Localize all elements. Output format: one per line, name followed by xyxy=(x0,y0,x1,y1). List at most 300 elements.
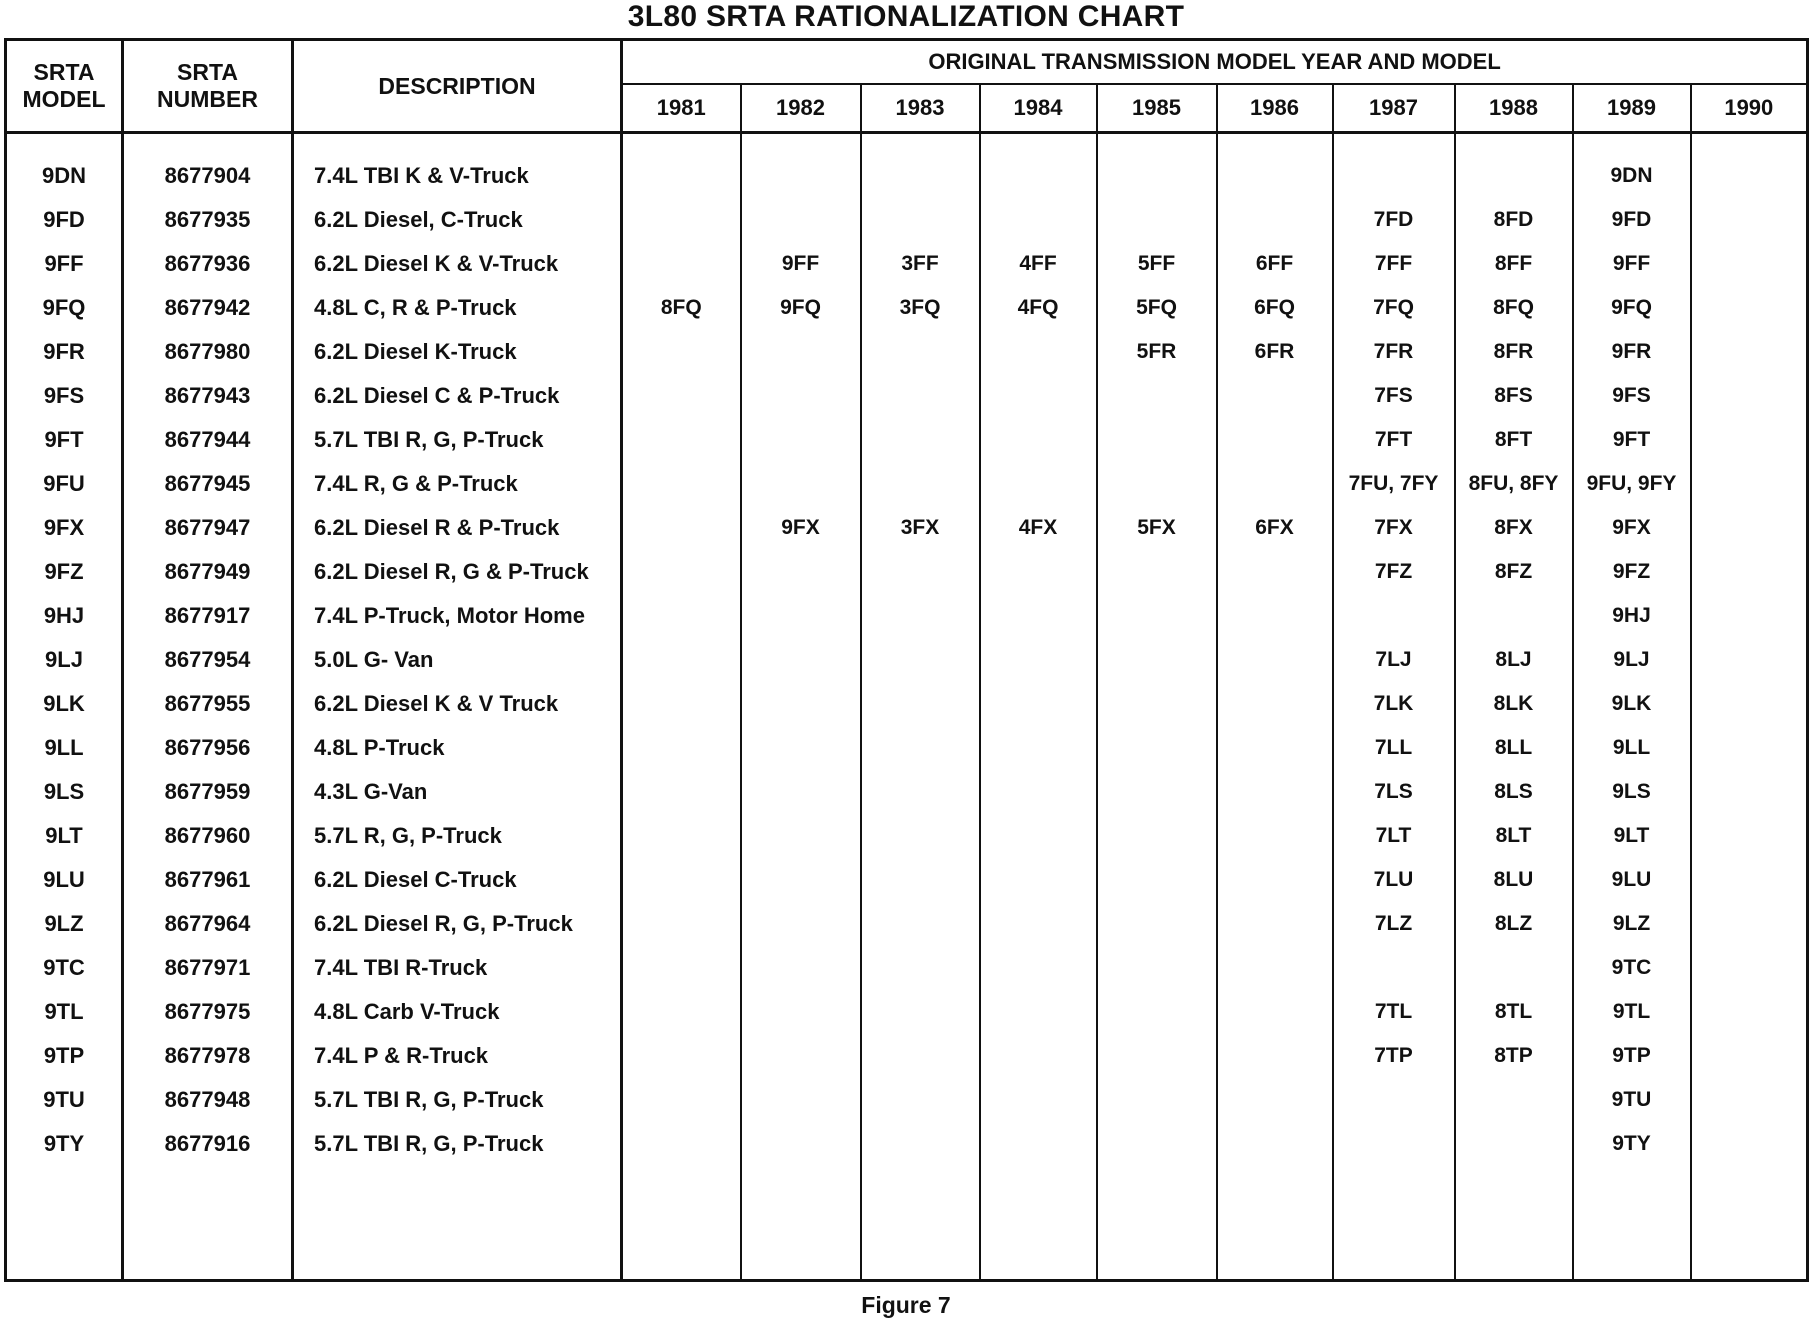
year-1983-cell xyxy=(861,770,980,814)
year-1982-cell xyxy=(741,330,861,374)
year-1981-cell xyxy=(622,814,741,858)
year-1990-cell xyxy=(1691,990,1808,1034)
table-row xyxy=(6,374,1808,418)
description-cell: 7.4L R, G & P-Truck xyxy=(293,462,622,506)
spacer-cell xyxy=(980,133,1097,155)
year-1989-cell: 9TC xyxy=(1573,946,1691,990)
year-1983-cell xyxy=(861,198,980,242)
year-1982-cell xyxy=(741,1034,861,1078)
year-1989-cell: 9FR xyxy=(1573,330,1691,374)
year-1989-cell: 9LJ xyxy=(1573,638,1691,682)
filler-cell xyxy=(293,1166,622,1281)
year-1983-cell: 3FX xyxy=(861,506,980,550)
srta-model-cell: 9LU xyxy=(6,858,123,902)
year-1990-cell xyxy=(1691,946,1808,990)
year-1981-cell xyxy=(622,506,741,550)
spacer-cell xyxy=(622,133,741,155)
table-row xyxy=(6,198,1808,242)
year-1988-cell: 8LS xyxy=(1455,770,1573,814)
srta-number-cell: 8677964 xyxy=(123,902,293,946)
srta-number-cell: 8677978 xyxy=(123,1034,293,1078)
year-1989-cell: 9FS xyxy=(1573,374,1691,418)
year-1984-cell xyxy=(980,946,1097,990)
header-year-1987: 1987 xyxy=(1333,84,1455,133)
year-1984-cell: 4FQ xyxy=(980,286,1097,330)
year-1982-cell xyxy=(741,638,861,682)
year-1983-cell xyxy=(861,1122,980,1166)
srta-model-cell: 9TP xyxy=(6,1034,123,1078)
description-cell: 7.4L P-Truck, Motor Home xyxy=(293,594,622,638)
year-1989-cell: 9TL xyxy=(1573,990,1691,1034)
year-1981-cell xyxy=(622,902,741,946)
description-cell: 4.8L P-Truck xyxy=(293,726,622,770)
year-1985-cell: 5FR xyxy=(1097,330,1217,374)
year-1986-cell: 6FQ xyxy=(1217,286,1333,330)
year-1990-cell xyxy=(1691,902,1808,946)
year-1988-cell: 8LZ xyxy=(1455,902,1573,946)
year-1988-cell: 8TP xyxy=(1455,1034,1573,1078)
year-1983-cell xyxy=(861,990,980,1034)
srta-number-cell: 8677954 xyxy=(123,638,293,682)
year-1989-cell: 9FQ xyxy=(1573,286,1691,330)
year-1986-cell xyxy=(1217,154,1333,198)
description-cell: 5.7L TBI R, G, P-Truck xyxy=(293,1122,622,1166)
year-1990-cell xyxy=(1691,682,1808,726)
year-1982-cell xyxy=(741,418,861,462)
spacer-cell xyxy=(1455,133,1573,155)
year-1989-cell: 9LS xyxy=(1573,770,1691,814)
year-1984-cell xyxy=(980,462,1097,506)
year-1986-cell xyxy=(1217,814,1333,858)
srta-model-cell: 9LS xyxy=(6,770,123,814)
srta-model-cell: 9TL xyxy=(6,990,123,1034)
srta-number-cell: 8677980 xyxy=(123,330,293,374)
year-1983-cell xyxy=(861,550,980,594)
year-1986-cell: 6FR xyxy=(1217,330,1333,374)
year-1990-cell xyxy=(1691,1034,1808,1078)
year-1988-cell: 8LL xyxy=(1455,726,1573,770)
year-1983-cell xyxy=(861,1034,980,1078)
year-1981-cell xyxy=(622,594,741,638)
srta-number-cell: 8677942 xyxy=(123,286,293,330)
year-1982-cell xyxy=(741,726,861,770)
year-1987-cell: 7LJ xyxy=(1333,638,1455,682)
spacer-cell xyxy=(1097,133,1217,155)
spacer-cell xyxy=(1217,133,1333,155)
year-1984-cell: 4FF xyxy=(980,242,1097,286)
description-cell: 4.8L Carb V-Truck xyxy=(293,990,622,1034)
srta-model-cell: 9FF xyxy=(6,242,123,286)
year-1985-cell xyxy=(1097,990,1217,1034)
spacer-cell xyxy=(861,133,980,155)
srta-model-cell: 9LL xyxy=(6,726,123,770)
year-1988-cell xyxy=(1455,594,1573,638)
description-cell: 6.2L Diesel R, G, P-Truck xyxy=(293,902,622,946)
year-1989-cell: 9LU xyxy=(1573,858,1691,902)
year-1986-cell xyxy=(1217,990,1333,1034)
srta-number-cell: 8677975 xyxy=(123,990,293,1034)
year-1987-cell: 7LU xyxy=(1333,858,1455,902)
table-row xyxy=(6,154,1808,198)
year-1985-cell: 5FX xyxy=(1097,506,1217,550)
year-1986-cell xyxy=(1217,462,1333,506)
header-year-1986: 1986 xyxy=(1217,84,1333,133)
year-1985-cell: 5FF xyxy=(1097,242,1217,286)
year-1986-cell: 6FX xyxy=(1217,506,1333,550)
year-1988-cell: 8FF xyxy=(1455,242,1573,286)
year-1984-cell xyxy=(980,374,1097,418)
filler-cell xyxy=(6,1166,123,1281)
year-1987-cell xyxy=(1333,1122,1455,1166)
year-1986-cell xyxy=(1217,946,1333,990)
srta-model-cell: 9FS xyxy=(6,374,123,418)
table-row xyxy=(6,990,1808,1034)
description-cell: 5.7L TBI R, G, P-Truck xyxy=(293,1078,622,1122)
table-row xyxy=(6,682,1808,726)
year-1987-cell: 7FU, 7FY xyxy=(1333,462,1455,506)
srta-number-cell: 8677971 xyxy=(123,946,293,990)
year-1981-cell xyxy=(622,770,741,814)
table-row xyxy=(6,902,1808,946)
year-1982-cell: 9FQ xyxy=(741,286,861,330)
header-row-top xyxy=(6,40,1808,85)
year-1985-cell: 5FQ xyxy=(1097,286,1217,330)
year-1983-cell xyxy=(861,858,980,902)
year-1985-cell xyxy=(1097,638,1217,682)
year-1987-cell: 7LL xyxy=(1333,726,1455,770)
year-1981-cell xyxy=(622,858,741,902)
year-1984-cell xyxy=(980,902,1097,946)
year-1988-cell: 8FQ xyxy=(1455,286,1573,330)
year-1989-cell: 9DN xyxy=(1573,154,1691,198)
year-1987-cell: 7FR xyxy=(1333,330,1455,374)
year-1990-cell xyxy=(1691,330,1808,374)
filler-cell xyxy=(1573,1166,1691,1281)
year-1983-cell xyxy=(861,462,980,506)
year-1984-cell xyxy=(980,770,1097,814)
year-1981-cell xyxy=(622,418,741,462)
year-1990-cell xyxy=(1691,374,1808,418)
year-1990-cell xyxy=(1691,154,1808,198)
year-1984-cell xyxy=(980,550,1097,594)
year-1982-cell xyxy=(741,770,861,814)
table-row xyxy=(6,506,1808,550)
year-1986-cell xyxy=(1217,198,1333,242)
filler-cell xyxy=(741,1166,861,1281)
srta-number-cell: 8677956 xyxy=(123,726,293,770)
year-1985-cell xyxy=(1097,902,1217,946)
year-1982-cell: 9FX xyxy=(741,506,861,550)
year-1988-cell: 8FS xyxy=(1455,374,1573,418)
filler-cell xyxy=(123,1166,293,1281)
year-1989-cell: 9HJ xyxy=(1573,594,1691,638)
year-1981-cell xyxy=(622,990,741,1034)
year-1988-cell: 8LK xyxy=(1455,682,1573,726)
header-year-1983: 1983 xyxy=(861,84,980,133)
year-1984-cell xyxy=(980,418,1097,462)
year-1983-cell xyxy=(861,594,980,638)
srta-number-cell: 8677961 xyxy=(123,858,293,902)
year-1986-cell: 6FF xyxy=(1217,242,1333,286)
year-1989-cell: 9LL xyxy=(1573,726,1691,770)
year-1981-cell xyxy=(622,1034,741,1078)
srta-number-cell: 8677944 xyxy=(123,418,293,462)
year-1985-cell xyxy=(1097,550,1217,594)
description-cell: 6.2L Diesel C & P-Truck xyxy=(293,374,622,418)
year-1990-cell xyxy=(1691,506,1808,550)
year-1982-cell xyxy=(741,154,861,198)
year-1981-cell xyxy=(622,726,741,770)
srta-number-cell: 8677916 xyxy=(123,1122,293,1166)
year-1988-cell xyxy=(1455,1078,1573,1122)
year-1988-cell xyxy=(1455,1122,1573,1166)
table-row xyxy=(6,550,1808,594)
year-1985-cell xyxy=(1097,682,1217,726)
year-1990-cell xyxy=(1691,814,1808,858)
year-1982-cell xyxy=(741,198,861,242)
description-cell: 6.2L Diesel R & P-Truck xyxy=(293,506,622,550)
year-1988-cell: 8TL xyxy=(1455,990,1573,1034)
year-1983-cell xyxy=(861,418,980,462)
year-1985-cell xyxy=(1097,198,1217,242)
srta-number-cell: 8677955 xyxy=(123,682,293,726)
year-1989-cell: 9LZ xyxy=(1573,902,1691,946)
year-1988-cell: 8LJ xyxy=(1455,638,1573,682)
year-1985-cell xyxy=(1097,418,1217,462)
description-cell: 6.2L Diesel, C-Truck xyxy=(293,198,622,242)
year-1982-cell xyxy=(741,814,861,858)
spacer-cell xyxy=(6,133,123,155)
description-cell: 7.4L P & R-Truck xyxy=(293,1034,622,1078)
filler-cell xyxy=(861,1166,980,1281)
table-row xyxy=(6,814,1808,858)
year-1985-cell xyxy=(1097,946,1217,990)
year-1984-cell xyxy=(980,858,1097,902)
year-1985-cell xyxy=(1097,1078,1217,1122)
year-1983-cell xyxy=(861,946,980,990)
filler-cell xyxy=(1217,1166,1333,1281)
description-cell: 6.2L Diesel R, G & P-Truck xyxy=(293,550,622,594)
srta-model-cell: 9LK xyxy=(6,682,123,726)
srta-model-cell: 9LT xyxy=(6,814,123,858)
year-1982-cell xyxy=(741,946,861,990)
year-1987-cell: 7TP xyxy=(1333,1034,1455,1078)
header-original-transmission: ORIGINAL TRANSMISSION MODEL YEAR AND MODEL xyxy=(622,40,1808,85)
spacer-row xyxy=(6,133,1808,155)
spacer-cell xyxy=(1333,133,1455,155)
year-1987-cell: 7TL xyxy=(1333,990,1455,1034)
year-1986-cell xyxy=(1217,858,1333,902)
year-1987-cell: 7FX xyxy=(1333,506,1455,550)
year-1985-cell xyxy=(1097,462,1217,506)
table-row xyxy=(6,242,1808,286)
table-row xyxy=(6,1034,1808,1078)
year-1983-cell xyxy=(861,726,980,770)
header-srta-model xyxy=(6,40,123,133)
year-1986-cell xyxy=(1217,550,1333,594)
year-1989-cell: 9FZ xyxy=(1573,550,1691,594)
srta-model-cell: 9LZ xyxy=(6,902,123,946)
year-1990-cell xyxy=(1691,198,1808,242)
chart-title: 3L80 SRTA RATIONALIZATION CHART xyxy=(627,0,1185,33)
srta-model-cell: 9TU xyxy=(6,1078,123,1122)
filler-cell xyxy=(1333,1166,1455,1281)
description-cell: 5.0L G- Van xyxy=(293,638,622,682)
spacer-cell xyxy=(1573,133,1691,155)
description-cell: 6.2L Diesel K & V-Truck xyxy=(293,242,622,286)
srta-number-cell: 8677960 xyxy=(123,814,293,858)
header-year-1989: 1989 xyxy=(1573,84,1691,133)
year-1986-cell xyxy=(1217,770,1333,814)
table-row xyxy=(6,858,1808,902)
year-1986-cell xyxy=(1217,1122,1333,1166)
year-1982-cell xyxy=(741,902,861,946)
description-cell: 5.7L R, G, P-Truck xyxy=(293,814,622,858)
year-1981-cell xyxy=(622,1078,741,1122)
year-1982-cell: 9FF xyxy=(741,242,861,286)
year-1985-cell xyxy=(1097,1122,1217,1166)
header-year-1988: 1988 xyxy=(1455,84,1573,133)
year-1989-cell: 9FX xyxy=(1573,506,1691,550)
table-row xyxy=(6,1078,1808,1122)
header-srta-model-line-1: SRTA xyxy=(33,59,95,85)
year-1990-cell xyxy=(1691,770,1808,814)
srta-model-cell: 9FT xyxy=(6,418,123,462)
table-row xyxy=(6,330,1808,374)
year-1989-cell: 9TP xyxy=(1573,1034,1691,1078)
filler-row xyxy=(6,1166,1808,1281)
year-1982-cell xyxy=(741,550,861,594)
year-1987-cell: 7LK xyxy=(1333,682,1455,726)
year-1988-cell xyxy=(1455,946,1573,990)
year-1982-cell xyxy=(741,1122,861,1166)
year-1988-cell: 8FR xyxy=(1455,330,1573,374)
header-srta-number-line-1: SRTA xyxy=(177,59,238,85)
description-cell: 6.2L Diesel K-Truck xyxy=(293,330,622,374)
year-1984-cell xyxy=(980,1122,1097,1166)
table-row xyxy=(6,462,1808,506)
description-cell: 4.8L C, R & P-Truck xyxy=(293,286,622,330)
year-1987-cell: 7FS xyxy=(1333,374,1455,418)
year-1986-cell xyxy=(1217,594,1333,638)
year-1986-cell xyxy=(1217,638,1333,682)
year-1981-cell xyxy=(622,638,741,682)
description-cell: 5.7L TBI R, G, P-Truck xyxy=(293,418,622,462)
year-1985-cell xyxy=(1097,154,1217,198)
spacer-cell xyxy=(123,133,293,155)
srta-model-cell: 9FU xyxy=(6,462,123,506)
year-1986-cell xyxy=(1217,1078,1333,1122)
year-1988-cell: 8FX xyxy=(1455,506,1573,550)
filler-cell xyxy=(1691,1166,1808,1281)
year-1985-cell xyxy=(1097,594,1217,638)
srta-number-cell: 8677904 xyxy=(123,154,293,198)
year-1984-cell xyxy=(980,814,1097,858)
year-1989-cell: 9FF xyxy=(1573,242,1691,286)
srta-model-cell: 9HJ xyxy=(6,594,123,638)
table-row xyxy=(6,594,1808,638)
description-cell: 6.2L Diesel C-Truck xyxy=(293,858,622,902)
srta-number-cell: 8677949 xyxy=(123,550,293,594)
srta-number-cell: 8677936 xyxy=(123,242,293,286)
filler-cell xyxy=(1455,1166,1573,1281)
table-row xyxy=(6,946,1808,990)
year-1988-cell: 8FU, 8FY xyxy=(1455,462,1573,506)
srta-number-cell: 8677947 xyxy=(123,506,293,550)
year-1983-cell: 3FQ xyxy=(861,286,980,330)
table-row xyxy=(6,418,1808,462)
header-year-1990: 1990 xyxy=(1691,84,1808,133)
srta-number-cell: 8677917 xyxy=(123,594,293,638)
year-1987-cell: 7LS xyxy=(1333,770,1455,814)
year-1987-cell: 7FZ xyxy=(1333,550,1455,594)
srta-model-cell: 9LJ xyxy=(6,638,123,682)
year-1984-cell xyxy=(980,1078,1097,1122)
srta-model-cell: 9FQ xyxy=(6,286,123,330)
year-1981-cell xyxy=(622,198,741,242)
srta-model-cell: 9TC xyxy=(6,946,123,990)
year-1990-cell xyxy=(1691,242,1808,286)
year-1984-cell xyxy=(980,154,1097,198)
srta-model-cell: 9DN xyxy=(6,154,123,198)
header-description: DESCRIPTION xyxy=(293,40,622,133)
year-1989-cell: 9FD xyxy=(1573,198,1691,242)
year-1990-cell xyxy=(1691,418,1808,462)
filler-cell xyxy=(1097,1166,1217,1281)
year-1989-cell: 9LT xyxy=(1573,814,1691,858)
filler-cell xyxy=(980,1166,1097,1281)
year-1984-cell xyxy=(980,726,1097,770)
year-1987-cell: 7FF xyxy=(1333,242,1455,286)
srta-number-cell: 8677935 xyxy=(123,198,293,242)
year-1981-cell xyxy=(622,374,741,418)
year-1981-cell xyxy=(622,462,741,506)
year-1984-cell xyxy=(980,1034,1097,1078)
spacer-cell xyxy=(293,133,622,155)
header-year-1981: 1981 xyxy=(622,84,741,133)
year-1983-cell xyxy=(861,682,980,726)
year-1982-cell xyxy=(741,594,861,638)
year-1989-cell: 9FU, 9FY xyxy=(1573,462,1691,506)
year-1986-cell xyxy=(1217,418,1333,462)
year-1984-cell xyxy=(980,990,1097,1034)
year-1990-cell xyxy=(1691,1122,1808,1166)
year-1981-cell xyxy=(622,682,741,726)
srta-model-cell: 9FX xyxy=(6,506,123,550)
year-1990-cell xyxy=(1691,858,1808,902)
year-1983-cell xyxy=(861,638,980,682)
filler-cell xyxy=(622,1166,741,1281)
year-1987-cell: 7LT xyxy=(1333,814,1455,858)
year-1983-cell xyxy=(861,902,980,946)
year-1984-cell xyxy=(980,594,1097,638)
year-1984-cell xyxy=(980,682,1097,726)
description-cell: 7.4L TBI K & V-Truck xyxy=(293,154,622,198)
year-1988-cell: 8FZ xyxy=(1455,550,1573,594)
year-1990-cell xyxy=(1691,1078,1808,1122)
figure-caption: Figure 7 xyxy=(861,1292,951,1318)
table-row xyxy=(6,770,1808,814)
srta-number-cell: 8677945 xyxy=(123,462,293,506)
description-cell: 7.4L TBI R-Truck xyxy=(293,946,622,990)
year-1987-cell xyxy=(1333,594,1455,638)
year-1989-cell: 9FT xyxy=(1573,418,1691,462)
year-1986-cell xyxy=(1217,374,1333,418)
header-srta-number xyxy=(123,40,293,133)
srta-model-cell: 9FD xyxy=(6,198,123,242)
year-1985-cell xyxy=(1097,726,1217,770)
year-1986-cell xyxy=(1217,726,1333,770)
